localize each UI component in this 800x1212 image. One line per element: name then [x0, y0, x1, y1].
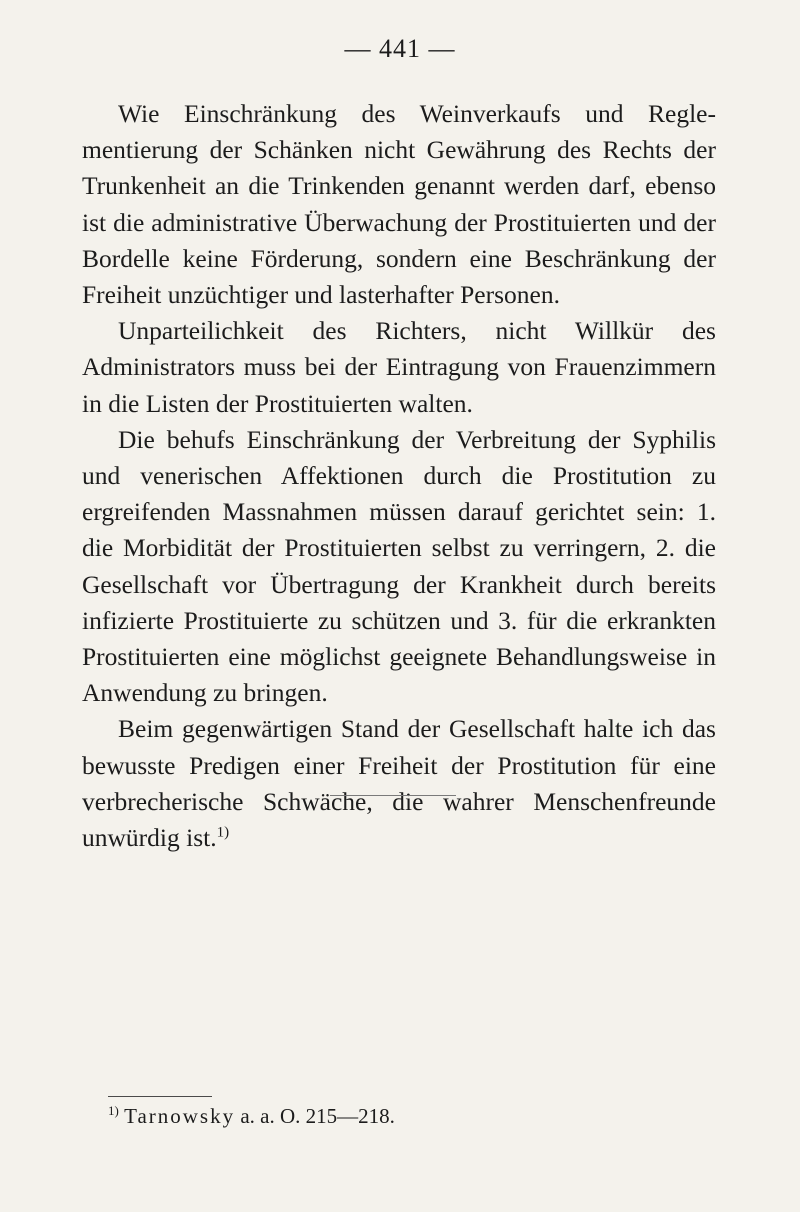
paragraph	[82, 711, 716, 856]
footnote-citation: a. a. O. 215—218.	[240, 1104, 395, 1128]
paragraph	[82, 313, 716, 422]
footnote-reference[interactable]: 1)	[216, 824, 230, 841]
footnote-marker: 1)	[108, 1103, 119, 1118]
page-number: — 441 —	[344, 34, 456, 63]
footnote-author: Tarnowsky	[124, 1104, 236, 1128]
paragraph	[82, 96, 716, 313]
body-text	[82, 96, 716, 856]
footnote-rule	[108, 1096, 212, 1097]
section-separator	[330, 795, 456, 796]
paragraph	[82, 422, 716, 712]
paragraph-text: Wie Einschränkung des Weinverkaufs und Reglementierung der Schänken nicht Gewährung des Rechts der Trunkenheit an die Trinkenden genannt werden darf, ebenso ist die administrative Überwachung der Prostituierten und der Bordelle keine Förderung, sondern eine Beschränkung der Freiheit unzüchtiger und lasterhafter Personen.	[82, 99, 716, 310]
paragraph-text: Beim gegenwärtigen Stand der Gesellschaft halte ich das bewusste Predigen einer Freiheit der Prostitution für eine verbrecherische Schwäche, die wahrer Menschenfreunde unwürdig ist.	[82, 714, 716, 853]
paragraph-text: Unparteilichkeit des Richters, nicht Willkür des Administrators muss bei der Eintragung von Frauenzimmern in die Listen der Prostituierten walten.	[82, 316, 716, 418]
paragraph-text: Die behufs Einschränkung der Verbreitung der Syphilis und venerischen Affektionen durch die Prostitution zu ergreifenden Massnahmen müssen darauf gerichtet sein: 1. die Morbidität der Prostituierten selbst zu verringern, 2. die Gesellschaft vor Übertragung der Krankheit durch bereits infizierte Prostituierte zu schützen und 3. für die erkrankten Prostituierten eine möglichst geeignete Behandlungsweise in Anwendung zu bringen.	[82, 424, 716, 708]
footnote	[108, 1101, 728, 1131]
